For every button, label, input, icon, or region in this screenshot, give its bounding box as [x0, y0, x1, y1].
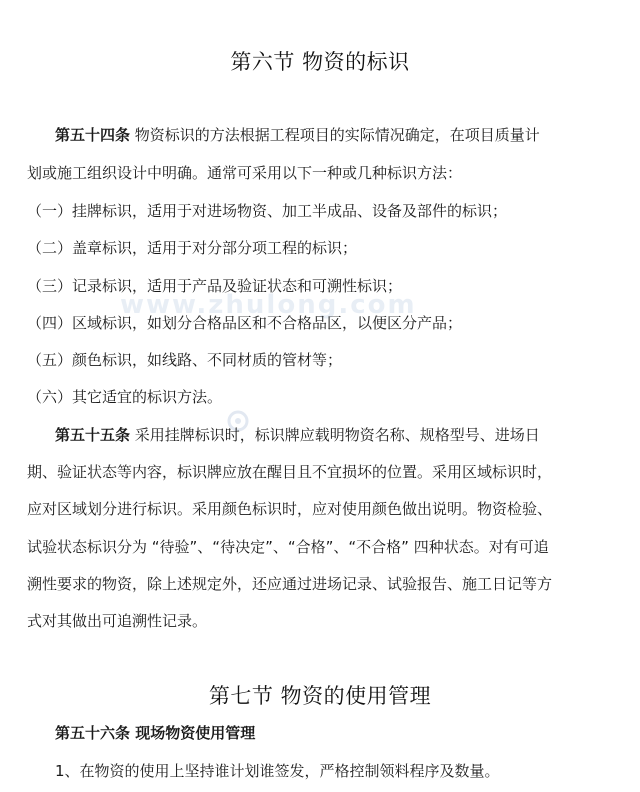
article-55-line: 式对其做出可追溯性记录。 [27, 612, 208, 630]
article-54-item: （四）区域标识，如划分合格品区和不合格品区，以便区分产品； [27, 314, 463, 332]
article-54-item: （一）挂牌标识，适用于对进场物资、加工半成品、设备及部件的标识； [27, 202, 508, 220]
article-54-item: （五）颜色标识，如线路、不同材质的管材等； [27, 351, 343, 369]
article-54-item: （三）记录标识，适用于产品及验证状态和可溯性标识； [27, 277, 403, 295]
article-54-text: 物资标识的方法根据工程项目的实际情况确定，在项目质量计 [130, 126, 540, 144]
article-54-label: 第五十四条 [55, 126, 131, 144]
article-55-line: 溯性要求的物资，除上述规定外，还应通过进场记录、试验报告、施工日记等方 [27, 575, 553, 593]
article-54-first-line [55, 124, 540, 145]
article-56-heading-line [55, 722, 255, 743]
section-7-heading: 第七节 物资的使用管理 [208, 684, 432, 708]
article-55-line: 试验状态标识分为 “待验”、“待决定”、“合格”、“不合格” 四种状态。对有可追 [27, 538, 549, 556]
article-54-item: （六）其它适宜的标识方法。 [27, 388, 223, 406]
article-54-second-line: 划或施工组织设计中明确。通常可采用以下一种或几种标识方法： [27, 164, 463, 182]
article-56-subtitle: 现场物资使用管理 [130, 724, 256, 742]
article-56-item: 1、在物资的使用上坚持谁计划谁签发，严格控制领料程序及数量。 [55, 762, 500, 780]
article-54-item: （二）盖章标识，适用于对分部分项工程的标识； [27, 239, 358, 257]
article-55-text: 采用挂牌标识时，标识牌应载明物资名称、规格型号、进场日 [130, 426, 540, 444]
section-6-heading: 第六节 物资的标识 [230, 50, 410, 74]
article-55-first-line [55, 424, 540, 445]
article-55-line: 期、验证状态等内容，标识牌应放在醒目且不宜损坏的位置。采用区域标识时， [27, 463, 553, 481]
article-55-label: 第五十五条 [55, 426, 131, 444]
article-56-label: 第五十六条 [55, 724, 131, 742]
watermark-text: www.zhulong.com [120, 290, 417, 320]
article-55-line: 应对区域划分进行标识。采用颜色标识时，应对使用颜色做出说明。物资检验、 [27, 500, 553, 518]
